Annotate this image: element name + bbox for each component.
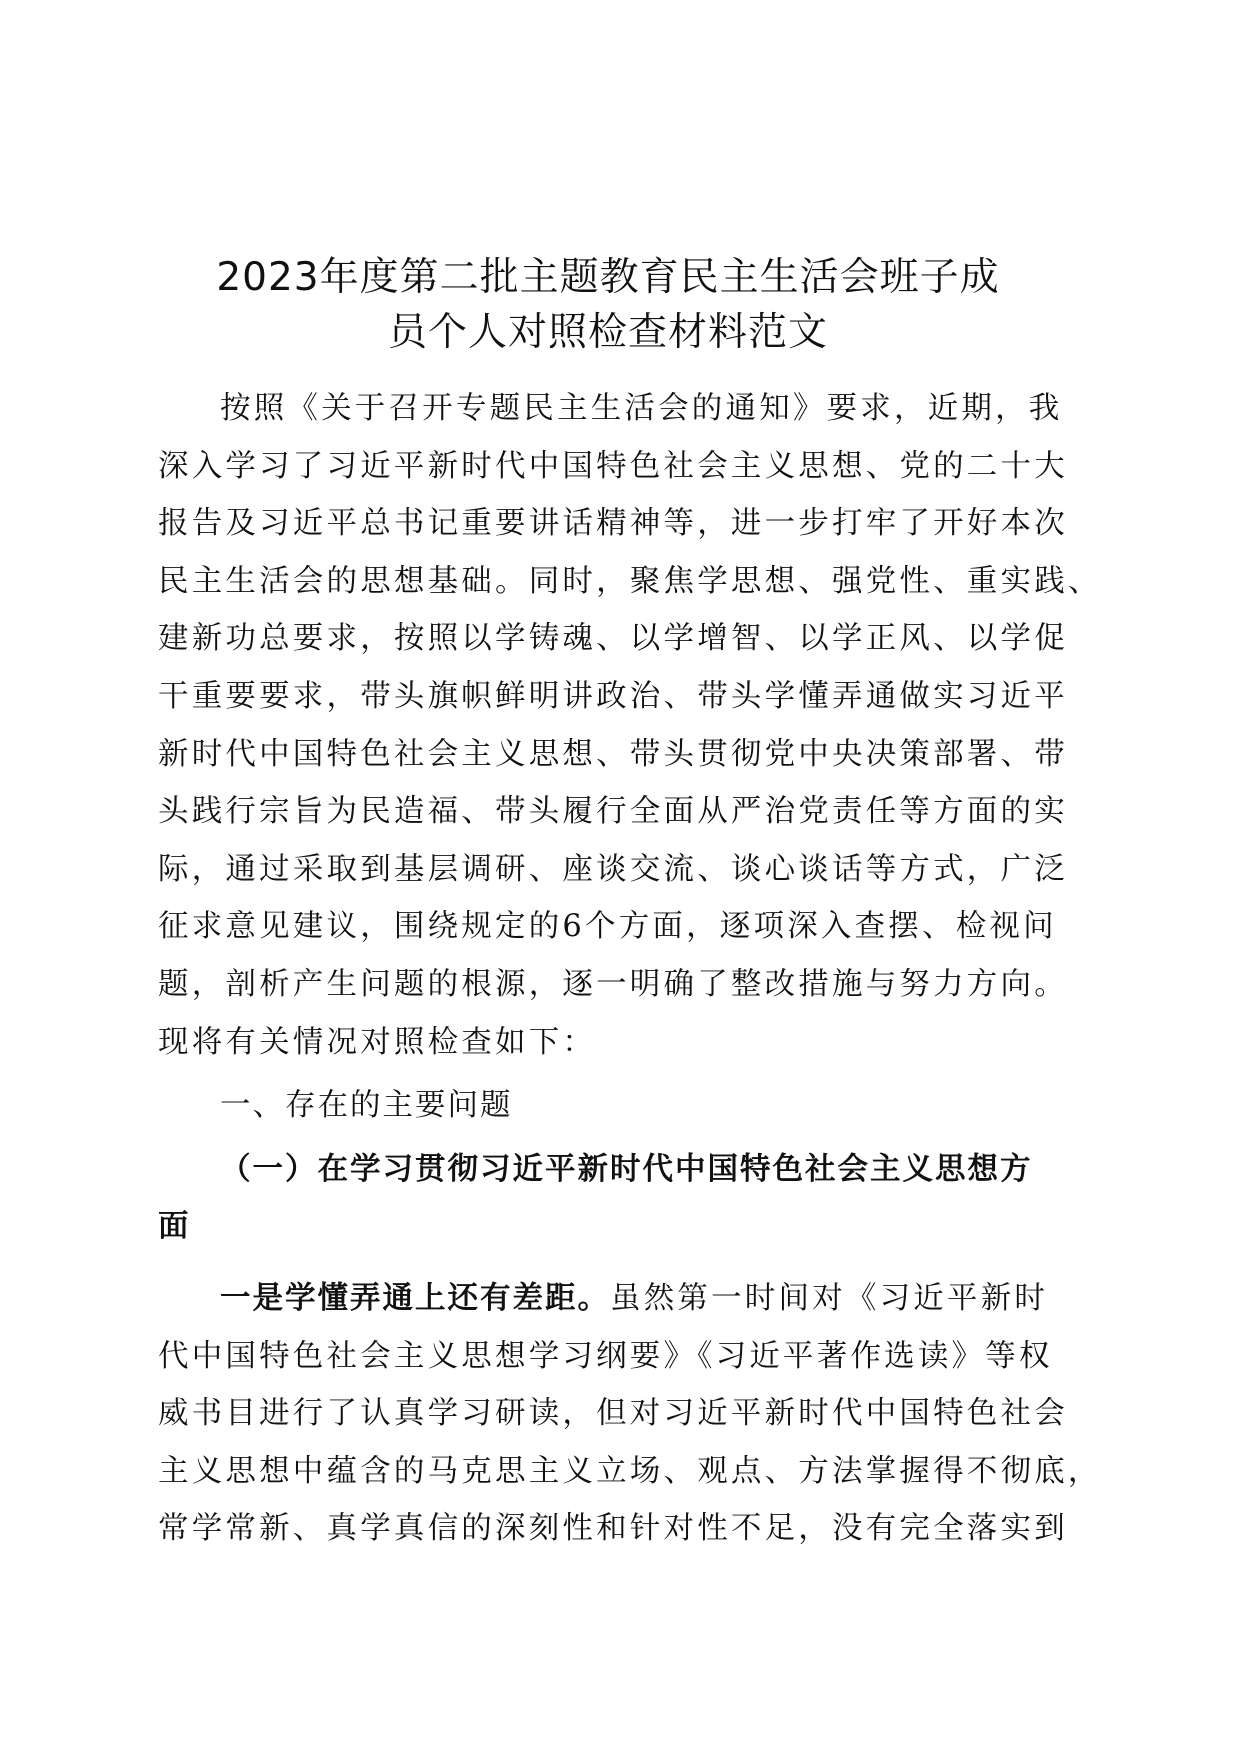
- intro-line: 报告及习近平总书记重要讲话精神等，进一步打牢了开好本次: [158, 506, 1068, 542]
- intro-line: 征求意见建议，围绕规定的6个方面，逐项深入查摆、检视问: [158, 909, 1057, 945]
- section-heading-text: 一、存在的主要问题: [220, 1088, 513, 1124]
- intro-line: 按照《关于召开专题民主生活会的通知》要求，近期，我: [220, 391, 1063, 426]
- subsection-heading: [158, 1141, 1058, 1256]
- intro-line: 头践行宗旨为民造福、带头履行全面从严治党责任等方面的实: [158, 794, 1068, 830]
- subsection-heading-line-2: 面: [158, 1209, 191, 1245]
- section-heading: [158, 1077, 1058, 1135]
- document-body: [158, 380, 1102, 1558]
- intro-line: 干重要要求，带头旗帜鲜明讲政治、带头学懂弄通做实习近平: [158, 678, 1068, 714]
- point-line: 常学常新、真学真信的深刻性和针对性不足，没有完全落实到: [158, 1511, 1068, 1547]
- document-page: [158, 250, 1102, 1558]
- intro-line: 题，剖析产生问题的根源，逐一明确了整改措施与努力方向。: [158, 966, 1068, 1002]
- point-paragraph: [158, 1270, 1102, 1558]
- subsection-heading-line-1: （一）在学习贯彻习近平新时代中国特色社会主义思想方: [220, 1151, 1033, 1187]
- point-lead: 一是学懂弄通上还有差距。: [220, 1280, 610, 1316]
- intro-line: 现将有关情况对照检查如下：: [158, 1024, 597, 1060]
- point-line: 主义思想中蕴含的马克思主义立场、观点、方法掌握得不彻底，: [158, 1453, 1102, 1489]
- intro-line: 建新功总要求，按照以学铸魂、以学增智、以学正风、以学促: [158, 621, 1068, 657]
- title-line-1: 2023年度第二批主题教育民主生活会班子成: [216, 255, 1000, 300]
- point-line: 代中国特色社会主义思想学习纲要》《习近平著作选读》等权: [158, 1338, 1053, 1374]
- title-line-2: 员个人对照检查材料范文: [387, 310, 828, 355]
- intro-line: 民主生活会的思想基础。同时，聚焦学思想、强党性、重实践、: [158, 563, 1102, 599]
- point-first-line: [158, 1270, 1058, 1328]
- document-title: [158, 250, 1058, 360]
- intro-line: 新时代中国特色社会主义思想、带头贯彻党中央决策部署、带: [158, 736, 1068, 772]
- point-first-rest: 虽然第一时间对《习近平新时: [610, 1280, 1049, 1316]
- intro-paragraph: [158, 380, 1102, 1071]
- intro-line: 深入学习了习近平新时代中国特色社会主义思想、党的二十大: [158, 448, 1068, 484]
- point-line: 威书目进行了认真学习研读，但对习近平新时代中国特色社会: [158, 1396, 1068, 1432]
- intro-line: 际，通过采取到基层调研、座谈交流、谈心谈话等方式，广泛: [158, 851, 1068, 887]
